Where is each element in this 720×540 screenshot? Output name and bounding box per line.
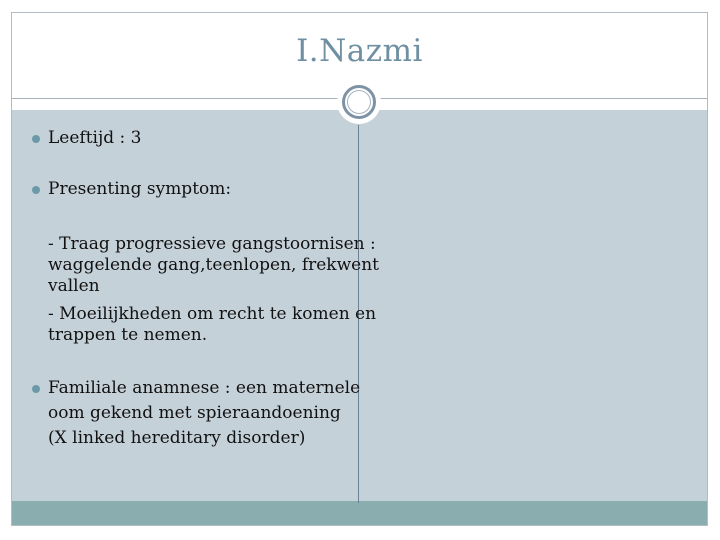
ring-inner: [347, 90, 371, 114]
slide-title: I.Nazmi: [296, 33, 423, 69]
slide: [11, 12, 708, 526]
bullet-text: Familiale anamnese : een maternele oom gekend met spieraandoening (X linked hereditary disorder): [48, 378, 361, 448]
circle-ornament-icon: [337, 80, 381, 124]
bullet-dot-icon: [32, 186, 40, 194]
symptom-rising: - Moeilijkheden om recht te komen en trappen te nemen.: [48, 304, 377, 345]
bullet-family-history: [32, 378, 360, 451]
bullet-dot-icon: [32, 385, 40, 393]
bullet-age: [32, 128, 141, 149]
bullet-text: Leeftijd : 3: [48, 128, 142, 148]
bullet-text: Presenting symptom:: [48, 179, 232, 199]
symptom-gait: - Traag progressieve gangstoornisen : waggelende gang,teenlopen, frekwent vallen: [48, 234, 380, 296]
bullet-dot-icon: [32, 135, 40, 143]
footer-band: [12, 501, 707, 525]
bullet-presenting-symptom: [32, 179, 231, 200]
